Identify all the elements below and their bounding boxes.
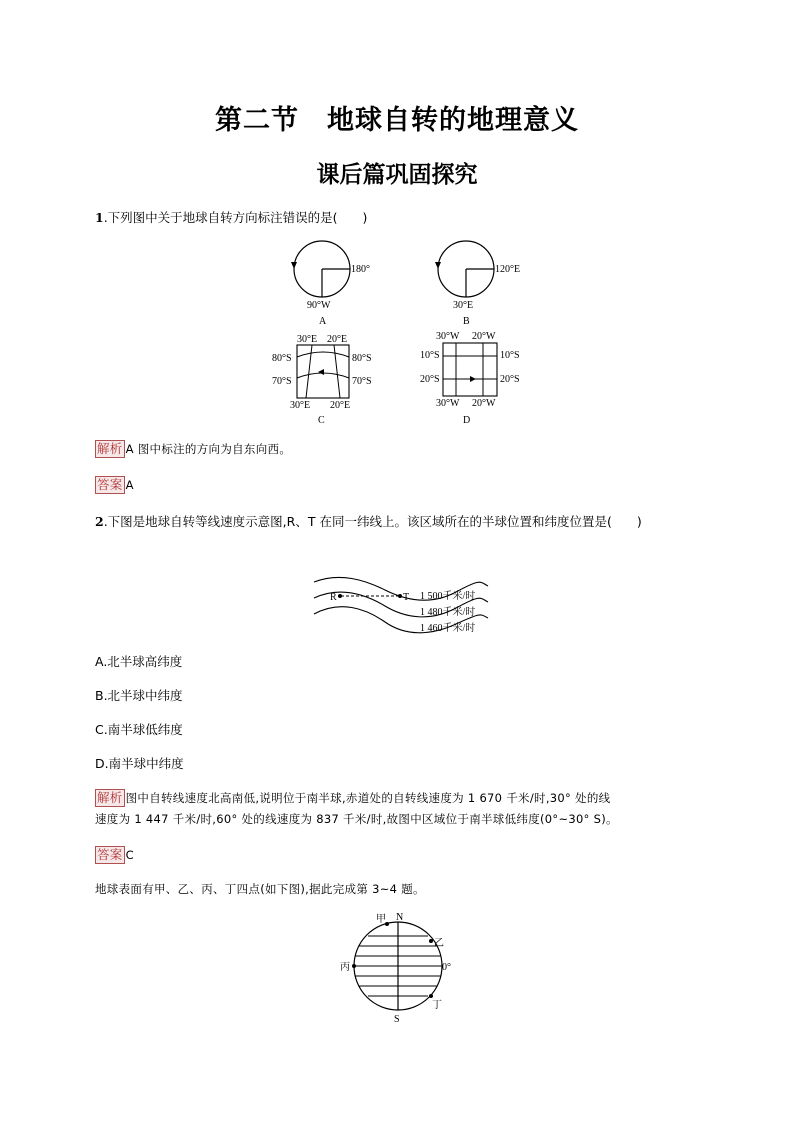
question-1-stem: .下列图中关于地球自转方向标注错误的是( )	[103, 210, 368, 225]
rotation-arrow-icon	[291, 262, 297, 269]
equator-label: 0°	[442, 962, 451, 973]
point-ding-label: 丁	[432, 1000, 442, 1011]
question-1-analysis: 解析 A 图中标注的方向为自东向西。	[97, 441, 292, 456]
speed-line-1460: 1 460千米/时	[420, 623, 476, 634]
question-2-analysis-cont: 速度为 1 447 千米/时,60° 处的线速度为 837 千米/时,故图中区域位于南半球低纬度(0°~30° S)。	[95, 812, 618, 826]
option-b: B.北半球中纬度	[95, 688, 183, 703]
question-1-answer: 答案 A	[97, 477, 134, 492]
option-d: D.南半球中纬度	[95, 756, 184, 771]
diagram-c-top-left: 30°E	[297, 334, 318, 345]
questions-3-4-intro: 地球表面有甲、乙、丙、丁四点(如下图),据此完成第 3~4 题。	[95, 882, 425, 896]
rotation-arrow-icon	[435, 262, 441, 269]
point-t	[398, 594, 402, 598]
diagram-d-lat1-right: 10°S	[500, 350, 520, 361]
point-yi-label: 乙	[434, 938, 444, 949]
north-label: N	[396, 912, 404, 923]
diagram-d	[420, 331, 520, 426]
diagram-d-top-left: 30°W	[436, 331, 460, 342]
south-label: S	[394, 1014, 400, 1025]
diagram-d-bottom-left: 30°W	[436, 398, 460, 409]
question-2-diagram	[310, 572, 510, 638]
point-r-label: R	[330, 592, 337, 603]
answer-tag: 答案	[97, 847, 123, 862]
diagram-a	[291, 241, 370, 327]
diagram-c-bottom-right: 20°E	[330, 400, 351, 411]
option-a: A.北半球高纬度	[95, 654, 183, 669]
point-t-label: T	[403, 592, 410, 603]
diagram-d-lat1-left: 10°S	[420, 350, 440, 361]
rotation-arrow-icon	[470, 376, 476, 382]
diagram-c-bottom-left: 30°E	[290, 400, 311, 411]
rotation-arrow-icon	[318, 369, 324, 375]
point-bing	[352, 964, 356, 968]
questions-3-4-diagram	[330, 908, 470, 1028]
diagram-c	[272, 334, 372, 426]
point-yi	[429, 939, 433, 943]
diagram-d-lat2-right: 20°S	[500, 374, 520, 385]
question-1-number: 1	[95, 210, 104, 225]
diagram-c-top-right: 20°E	[327, 334, 348, 345]
diagram-b	[435, 241, 520, 327]
diagram-b-bottom-label: 30°E	[453, 300, 474, 311]
page-title: 第二节 地球自转的地理意义	[215, 105, 579, 136]
question-2-number: 2	[95, 514, 104, 529]
analysis-tag: 解析	[97, 441, 123, 456]
page-subtitle: 课后篇巩固探究	[316, 161, 478, 188]
diagram-c-lat2-right: 70°S	[352, 376, 372, 387]
diagram-d-lat2-left: 20°S	[420, 374, 440, 385]
diagram-c-lat1-left: 80°S	[272, 353, 292, 364]
diagram-a-bottom-label: 90°W	[307, 300, 331, 311]
diagram-a-label: A	[319, 316, 327, 327]
diagram-b-right-label: 120°E	[495, 264, 521, 275]
question-2	[95, 512, 642, 530]
diagram-c-lat2-left: 70°S	[272, 376, 292, 387]
option-c: C.南半球低纬度	[95, 722, 183, 737]
question-1	[95, 208, 367, 226]
point-jia-label: 甲	[376, 914, 386, 925]
diagram-b-label: B	[463, 316, 470, 327]
diagram-c-lat1-right: 80°S	[352, 353, 372, 364]
question-2-answer: 答案 C	[97, 847, 134, 862]
diagram-c-label: C	[318, 415, 325, 426]
analysis-tag: 解析	[97, 790, 123, 805]
question-2-analysis: 解析 图中自转线速度北高南低,说明位于南半球,赤道处的自转线速度为 1 670 千米/时,30° 处的线	[97, 790, 611, 805]
speed-line-1500: 1 500千米/时	[420, 591, 476, 602]
point-ding	[429, 994, 433, 998]
diagram-d-top-right: 20°W	[472, 331, 496, 342]
answer-tag: 答案	[97, 477, 123, 492]
diagram-d-label: D	[463, 415, 471, 426]
point-r	[338, 594, 342, 598]
question-2-stem: .下图是地球自转等线速度示意图,R、T 在同一纬线上。该区域所在的半球位置和纬度位置是( )	[103, 514, 642, 529]
question-1-diagrams	[250, 232, 550, 430]
diagram-d-bottom-right: 20°W	[472, 398, 496, 409]
point-bing-label: 丙	[340, 962, 350, 973]
diagram-a-right-label: 180°	[351, 264, 370, 275]
speed-line-1480: 1 480千米/时	[420, 607, 476, 618]
